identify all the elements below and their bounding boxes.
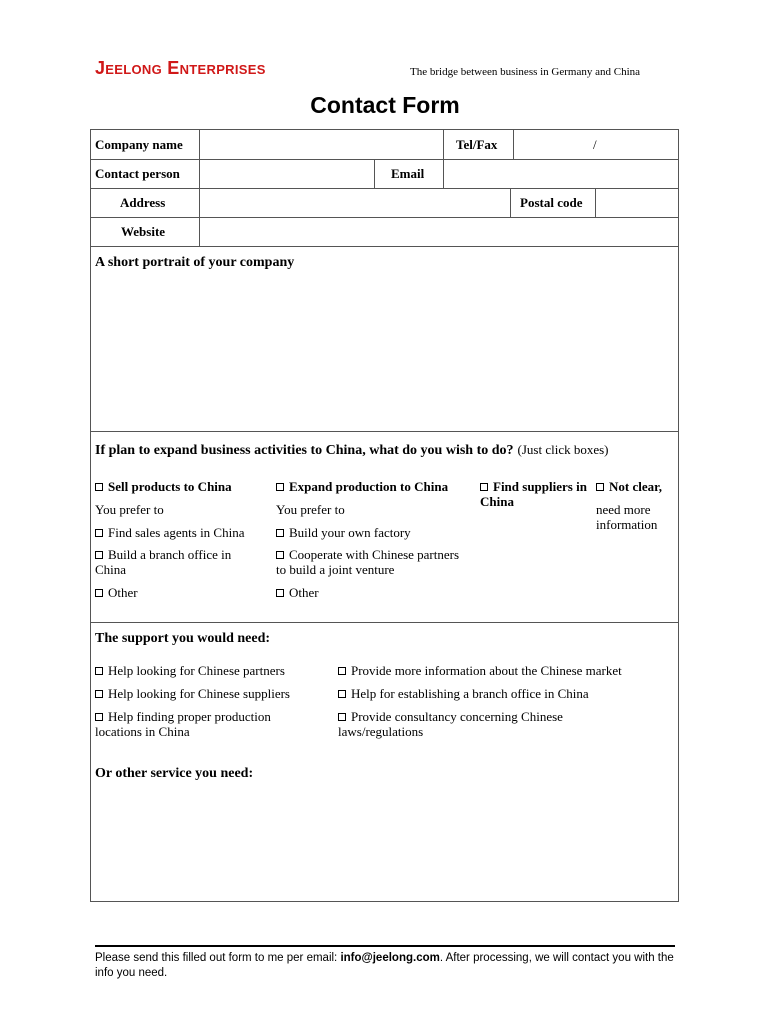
website-field[interactable] <box>201 218 678 245</box>
website-label: Website <box>121 224 166 239</box>
col-divider <box>510 188 511 217</box>
checkbox-icon[interactable] <box>95 713 103 721</box>
checkbox-icon[interactable] <box>95 483 103 491</box>
checkbox-icon[interactable] <box>276 483 284 491</box>
expand-question: If plan to expand business activities to China, what do you wish to do? <box>95 443 514 458</box>
postal-code-label: Postal code <box>520 195 583 210</box>
option-not-clear[interactable]: Not clear, <box>596 479 676 494</box>
not-clear-sub: need more information <box>596 502 658 532</box>
support-option-market-info[interactable]: Provide more information about the Chinese market <box>338 663 673 678</box>
col-divider <box>513 129 514 159</box>
checkbox-icon[interactable] <box>95 551 103 559</box>
support-heading: The support you would need: <box>95 631 271 646</box>
footer-email-link[interactable]: info@jeelong.com <box>340 952 440 964</box>
contact-person-label: Contact person <box>95 166 180 181</box>
brand-name: Jeelong Enterprises <box>95 58 266 78</box>
section-divider <box>90 431 679 432</box>
support-option-production-locations[interactable]: Help finding proper production locations in China <box>95 709 271 739</box>
option-other-1[interactable]: Other <box>95 585 138 600</box>
checkbox-icon[interactable] <box>95 529 103 537</box>
option-find-sales-agents[interactable]: Find sales agents in China <box>95 525 270 540</box>
support-option-branch-office[interactable]: Help for establishing a branch office in China <box>338 686 673 701</box>
checkbox-icon[interactable] <box>95 690 103 698</box>
col-divider <box>443 129 444 188</box>
checkbox-icon[interactable] <box>95 667 103 675</box>
prefer-label-2: You prefer to <box>276 502 345 517</box>
address-label: Address <box>120 195 166 210</box>
option-find-suppliers[interactable]: Find suppliers in China <box>480 479 587 509</box>
telfax-label: Tel/Fax <box>456 137 498 152</box>
option-joint-venture[interactable]: Cooperate with Chinese partners to build a joint venture <box>276 547 460 577</box>
checkbox-icon[interactable] <box>276 551 284 559</box>
portrait-textarea[interactable] <box>95 275 677 429</box>
other-service-heading: Or other service you need: <box>95 766 254 781</box>
support-option-consultancy[interactable]: Provide consultancy concerning Chinese laws/regulations <box>338 709 563 739</box>
option-branch-office[interactable]: Build a branch office in China <box>95 547 232 577</box>
address-field[interactable] <box>201 189 509 216</box>
footer-divider <box>95 945 675 947</box>
checkbox-icon[interactable] <box>95 589 103 597</box>
other-service-textarea[interactable] <box>95 788 677 900</box>
checkbox-icon[interactable] <box>596 483 604 491</box>
email-label: Email <box>391 166 425 181</box>
support-option-partners[interactable]: Help looking for Chinese partners <box>95 663 330 678</box>
postal-code-field[interactable] <box>597 189 678 216</box>
checkbox-icon[interactable] <box>338 713 346 721</box>
expand-hint: (Just click boxes) <box>517 442 609 457</box>
col-divider <box>595 188 596 217</box>
company-name-label: Company name <box>95 137 183 152</box>
page-title: Contact Form <box>310 92 460 118</box>
tel-field[interactable] <box>515 131 593 158</box>
checkbox-icon[interactable] <box>276 589 284 597</box>
portrait-heading: A short portrait of your company <box>95 255 295 270</box>
support-option-suppliers[interactable]: Help looking for Chinese suppliers <box>95 686 330 701</box>
option-sell-products[interactable]: Sell products to China <box>95 479 270 494</box>
tagline: The bridge between business in Germany and China <box>410 66 641 78</box>
expand-question-line <box>95 441 675 459</box>
checkbox-icon[interactable] <box>338 690 346 698</box>
fax-field[interactable] <box>602 131 678 158</box>
option-expand-production[interactable]: Expand production to China <box>276 479 476 494</box>
checkbox-icon[interactable] <box>338 667 346 675</box>
checkbox-icon[interactable] <box>276 529 284 537</box>
row-divider <box>90 246 679 247</box>
col-divider <box>199 129 200 246</box>
contact-person-field[interactable] <box>201 160 373 187</box>
col-divider <box>374 159 375 188</box>
company-name-field[interactable] <box>201 131 442 158</box>
option-other-2[interactable]: Other <box>276 585 319 600</box>
section-divider <box>90 622 679 623</box>
footer-text: Please send this filled out form to me per email: info@jeelong.com. After processing, we will contact you with the info you need. <box>95 952 674 979</box>
email-field[interactable] <box>445 160 678 187</box>
option-build-factory[interactable]: Build your own factory <box>276 525 476 540</box>
telfax-separator: / <box>593 137 597 152</box>
prefer-label-1: You prefer to <box>95 502 164 517</box>
checkbox-icon[interactable] <box>480 483 488 491</box>
